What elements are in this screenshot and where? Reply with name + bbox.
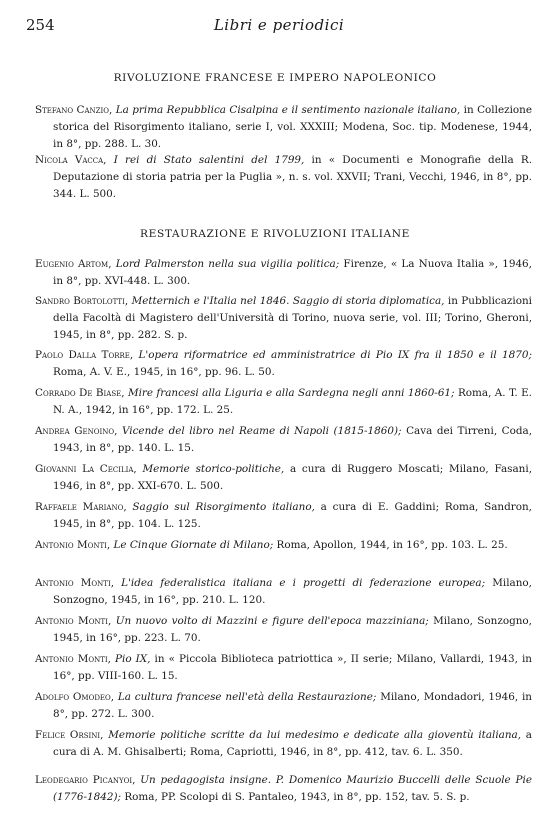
bibliography-entry <box>35 385 532 419</box>
bibliography-entry <box>35 575 532 609</box>
entry-author: Antonio Monti, <box>35 615 112 627</box>
section-heading-revolution-empire: RIVOLUZIONE FRANCESE E IMPERO NAPOLEONICO <box>113 72 437 84</box>
entry-title: Saggio sul Risorgimento italiano, <box>132 501 315 513</box>
entry-details: in Collezione storica del Risorgimento italiano, serie I, vol. XXXIII; Modena, Soc. tip. Modenese, 1944, in 8°, pp. 288. L. 30. <box>53 104 532 150</box>
entry-author: Antonio Monti, <box>35 653 111 665</box>
running-head <box>26 14 532 36</box>
bibliography-entry <box>35 423 532 457</box>
entry-details: Roma, Apollon, 1944, in 16°, pp. 103. L. 25. <box>276 539 508 551</box>
entry-title: L'idea federalistica italiana e i progetti di federazione europea; <box>121 577 486 589</box>
entry-title: Lord Palmerston nella sua vigilia politica; <box>115 258 340 270</box>
entry-title: La cultura francese nell'età della Restaurazione; <box>117 691 377 703</box>
entry-author: Adolfo Omodeo, <box>35 691 115 703</box>
entry-details: a cura di A. M. Ghisalberti; Roma, Capriotti, 1946, in 8°, pp. 412, tav. 6. L. 350. <box>53 729 532 758</box>
entry-title: Metternich e l'Italia nel 1846. Saggio di storia diplomatica, <box>131 295 445 307</box>
entry-author: Antonio Monti, <box>35 577 115 589</box>
entry-details: in « Piccola Biblioteca patriottica », II serie; Milano, Vallardi, 1943, in 16°, pp. VIII-160. L. 15. <box>53 653 532 682</box>
entry-title: Mire francesi alla Liguria e alla Sardegna negli anni 1860-61; <box>127 387 455 399</box>
entry-title: Memorie storico-politiche, <box>142 463 285 475</box>
bibliography-entry <box>35 727 532 761</box>
entry-author: Eugenio Artom, <box>35 258 112 270</box>
bibliography-entry <box>35 499 532 533</box>
entry-author: Andrea Genoino, <box>35 425 118 437</box>
entry-details: in Pubblicazioni della Facoltà di Magistero dell'Università di Torino, nuova serie, vol. III; Torino, Gheroni, 1945, in 8°, pp. 282. S. p. <box>53 295 532 341</box>
entry-details: Roma, A. V. E., 1945, in 16°, pp. 96. L. 50. <box>53 365 275 378</box>
entry-details: a cura di Ruggero Moscati; Milano, Fasani, 1946, in 8°, pp. XXI-670. L. 500. <box>53 463 532 492</box>
bibliography-entry <box>35 347 532 381</box>
entry-details: Firenze, « La Nuova Italia », 1946, in 8°, pp. XVI-448. L. 300. <box>53 258 532 287</box>
bibliography-entry <box>35 461 532 495</box>
entry-author: Stefano Canzio, <box>35 104 113 116</box>
bibliography-entry <box>35 772 532 806</box>
bibliography-entry <box>35 651 532 685</box>
entry-title: L'opera riformatrice ed amministratrice di Pio IX fra il 1850 e il 1870; <box>138 349 532 361</box>
bibliography-entry <box>35 689 532 723</box>
bibliography-entry <box>35 613 532 647</box>
entry-details: Milano, Sonzogno, 1945, in 16°, pp. 223. L. 70. <box>53 615 532 644</box>
entry-details: Roma, PP. Scolopi di S. Pantaleo, 1943, in 8°, pp. 152, tav. 5. S. p. <box>124 790 470 803</box>
entry-title: Un nuovo volto di Mazzini e figure dell'epoca mazziniana; <box>115 615 429 627</box>
entry-details: in « Documenti e Monografie della R. Deputazione di storia patria per la Puglia », n. s. vol. XXVII; Trani, Vecchi, 1946, in 8°, pp. 344. L. 500. <box>53 154 532 200</box>
entry-title: Memorie politiche scritte da lui medesimo e dedicate alla gioventù italiana, <box>108 729 522 741</box>
entry-title: Un pedagogista insigne. P. Domenico Maurizio Buccelli delle Scuole Pie (1776-1842); <box>53 774 532 803</box>
bibliography-entry <box>35 537 532 554</box>
bibliography-entry <box>35 256 532 290</box>
entry-author: Paolo Dalla Torre, <box>35 349 134 361</box>
entry-author: Corrado De Biase, <box>35 387 125 399</box>
entry-title: Vicende del libro nel Reame di Napoli (1815-1860); <box>121 425 402 437</box>
entry-author: Leodegario Picanyoi, <box>35 774 136 786</box>
entry-details: Roma, A. T. E. N. A., 1942, in 16°, pp. 172. L. 25. <box>53 387 532 416</box>
entry-title: I rei di Stato salentini del 1799, <box>113 154 305 166</box>
entry-author: Sandro Bortolotti, <box>35 295 129 307</box>
entry-author: Nicola Vacca, <box>35 154 107 166</box>
entry-author: Raffaele Mariano, <box>35 501 127 513</box>
running-title: Libri e periodici <box>213 16 345 34</box>
entry-details: Cava dei Tirreni, Coda, 1943, in 8°, pp. 140. L. 15. <box>53 425 532 454</box>
entry-title: Pio IX, <box>115 653 151 665</box>
entry-details: Milano, Sonzogno, 1945, in 16°, pp. 210. L. 120. <box>53 577 532 606</box>
bibliography-entry <box>35 152 532 203</box>
section-heading-restoration-revolutions: RESTAURAZIONE E RIVOLUZIONI ITALIANE <box>140 228 410 240</box>
entry-author: Antonio Monti, <box>35 539 111 551</box>
entry-title: Le Cinque Giornate di Milano; <box>113 539 274 551</box>
entry-details: Milano, Mondadori, 1946, in 8°, pp. 272. L. 300. <box>53 691 532 720</box>
entry-title: La prima Repubblica Cisalpina e il sentimento nazionale italiano, <box>115 104 461 116</box>
bibliography-entry <box>35 293 532 344</box>
page-number: 254 <box>26 16 55 34</box>
entry-details: a cura di E. Gaddini; Roma, Sandron, 1945, in 8°, pp. 104. L. 125. <box>53 501 532 530</box>
bibliography-entry <box>35 102 532 153</box>
entry-author: Giovanni La Cecilia, <box>35 463 137 475</box>
entry-author: Felice Orsini, <box>35 729 104 741</box>
